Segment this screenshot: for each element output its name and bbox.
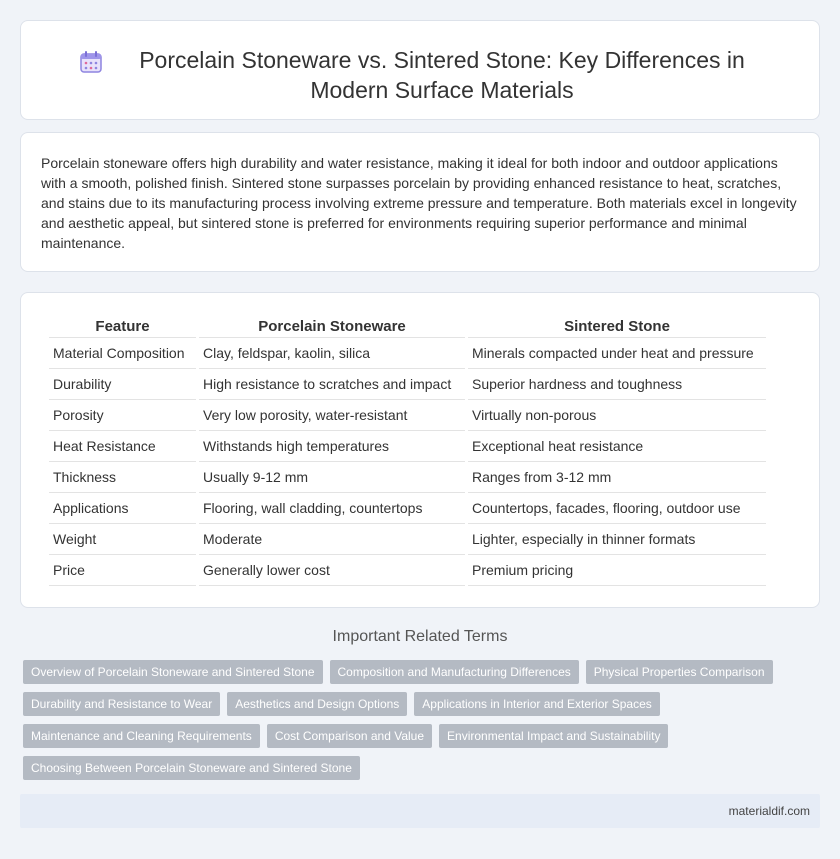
table-cell: Ranges from 3-12 mm	[468, 462, 766, 493]
table-row	[49, 431, 766, 462]
table-cell: Countertops, facades, flooring, outdoor use	[468, 493, 766, 524]
related-terms-list	[23, 660, 823, 788]
table-cell: Flooring, wall cladding, countertops	[199, 493, 465, 524]
table-row	[49, 338, 766, 369]
related-term-tag[interactable]: Physical Properties Comparison	[586, 660, 773, 684]
table-cell: Very low porosity, water-resistant	[199, 400, 465, 431]
column-header-porcelain: Porcelain Stoneware	[199, 313, 465, 338]
table-cell: Lighter, especially in thinner formats	[468, 524, 766, 555]
table-cell: Thickness	[49, 462, 196, 493]
related-term-tag[interactable]: Aesthetics and Design Options	[227, 692, 407, 716]
intro-paragraph: Porcelain stoneware offers high durability and water resistance, making it ideal for both indoor and outdoor applications with a smooth, polished finish. Sintered stone surpasses porcelain by providing enhanced resistance to heat, scratches, and stains due to its manufacturing process involving extreme pressure and temperature. Both materials excel in longevity and aesthetic appeal, but sintered stone is preferred for environments requiring superior performance and minimal maintenance.	[41, 155, 797, 251]
table-cell: Premium pricing	[468, 555, 766, 586]
table-row	[49, 400, 766, 431]
column-header-feature: Feature	[49, 313, 196, 338]
table-cell: Moderate	[199, 524, 465, 555]
table-cell: Price	[49, 555, 196, 586]
related-term-tag[interactable]: Choosing Between Porcelain Stoneware and Sintered Stone	[23, 756, 360, 780]
table-cell: Weight	[49, 524, 196, 555]
table-cell: Generally lower cost	[199, 555, 465, 586]
page-title: Porcelain Stoneware vs. Sintered Stone: Key Differences in Modern Surface Materials	[139, 47, 745, 103]
related-terms-heading: Important Related Terms	[332, 628, 508, 645]
table-cell: Usually 9-12 mm	[199, 462, 465, 493]
table-cell: Superior hardness and toughness	[468, 369, 766, 400]
comparison-card	[20, 292, 820, 608]
table-row	[49, 493, 766, 524]
related-term-tag[interactable]: Overview of Porcelain Stoneware and Sintered Stone	[23, 660, 323, 684]
table-cell: Durability	[49, 369, 196, 400]
table-row	[49, 555, 766, 586]
table-cell: Heat Resistance	[49, 431, 196, 462]
related-term-tag[interactable]: Maintenance and Cleaning Requirements	[23, 724, 260, 748]
table-cell: Porosity	[49, 400, 196, 431]
table-cell: Exceptional heat resistance	[468, 431, 766, 462]
table-cell: High resistance to scratches and impact	[199, 369, 465, 400]
related-term-tag[interactable]: Durability and Resistance to Wear	[23, 692, 220, 716]
comparison-table	[46, 313, 769, 586]
related-term-tag[interactable]: Composition and Manufacturing Differences	[330, 660, 579, 684]
table-cell: Clay, feldspar, kaolin, silica	[199, 338, 465, 369]
table-cell: Applications	[49, 493, 196, 524]
related-term-tag[interactable]: Applications in Interior and Exterior Spaces	[414, 692, 659, 716]
intro-card	[20, 132, 820, 272]
table-cell: Minerals compacted under heat and pressure	[468, 338, 766, 369]
footer	[20, 794, 820, 828]
table-row	[49, 524, 766, 555]
table-row	[49, 369, 766, 400]
title-card	[20, 20, 820, 120]
table-row	[49, 462, 766, 493]
related-term-tag[interactable]: Cost Comparison and Value	[267, 724, 432, 748]
table-header-row	[49, 313, 766, 338]
table-cell: Virtually non-porous	[468, 400, 766, 431]
table-cell: Material Composition	[49, 338, 196, 369]
column-header-sintered: Sintered Stone	[468, 313, 766, 338]
table-cell: Withstands high temperatures	[199, 431, 465, 462]
calendar-icon	[78, 49, 104, 75]
related-term-tag[interactable]: Environmental Impact and Sustainability	[439, 724, 668, 748]
footer-site-link[interactable]: materialdif.com	[728, 804, 810, 818]
